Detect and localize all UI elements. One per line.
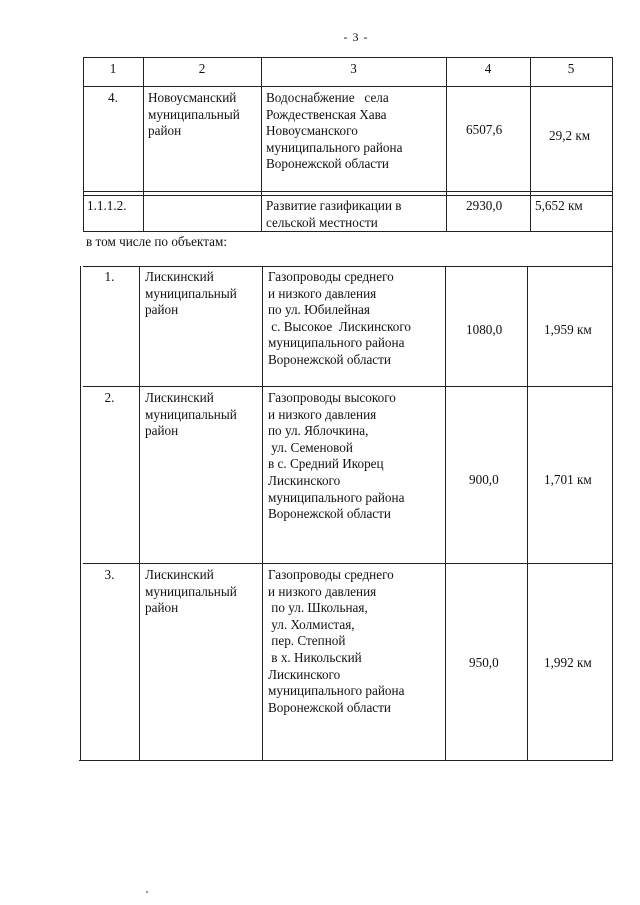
- row-district: Лискинский муниципальный район: [145, 567, 237, 616]
- row-description: Газопроводы среднего и низкого давления по ул. Юбилейная с. Высокое Лискинского муниципального района Воронежской области: [268, 269, 412, 367]
- row-amount: 900,0: [469, 472, 499, 487]
- row-description: Водоснабжение села Рождественская Хава Новоусманского муниципального района Воронежской области: [266, 90, 403, 172]
- row-number: 1.: [104, 269, 115, 284]
- row-amount: 2930,0: [466, 198, 503, 213]
- row-amount: 950,0: [469, 655, 499, 670]
- row-number: 4.: [108, 90, 118, 105]
- header-col-1: 1: [109, 61, 117, 76]
- row-number: 3.: [104, 567, 115, 582]
- scan-speck: [146, 891, 148, 893]
- header-col-5: 5: [567, 61, 575, 76]
- row-length: 29,2 км: [549, 128, 591, 143]
- row-length: 1,992 км: [544, 655, 592, 670]
- header-col-3: 3: [350, 61, 357, 76]
- row-length: 1,959 км: [544, 322, 592, 337]
- row-description: Газопроводы среднего и низкого давления по ул. Школьная, ул. Холмистая, пер. Степной в х. Никольский Лискинского муниципального района Воронежской области: [268, 567, 405, 715]
- row-amount: 1080,0: [466, 322, 503, 337]
- section-label: в том числе по объектам:: [86, 234, 227, 249]
- row-district: Лискинский муниципальный район: [145, 269, 237, 318]
- row-description: Газопроводы высокого и низкого давления по ул. Яблочкина, ул. Семеновой в с. Средний Икорец Лискинского муниципального района Воронежской области: [268, 390, 405, 522]
- row-district: Лискинский муниципальный район: [145, 390, 237, 439]
- row-number: 1.1.1.2.: [87, 198, 127, 213]
- row-district: Новоусманский муниципальный район: [148, 90, 240, 139]
- row-length: 5,652 км: [535, 198, 583, 213]
- header-col-2: 2: [198, 61, 206, 76]
- row-amount: 6507,6: [466, 122, 503, 137]
- page-number: - 3 -: [343, 30, 369, 44]
- header-col-4: 4: [484, 61, 492, 76]
- row-length: 1,701 км: [544, 472, 592, 487]
- row-number: 2.: [104, 390, 115, 405]
- row-description: Развитие газификации в сельской местности: [266, 198, 402, 230]
